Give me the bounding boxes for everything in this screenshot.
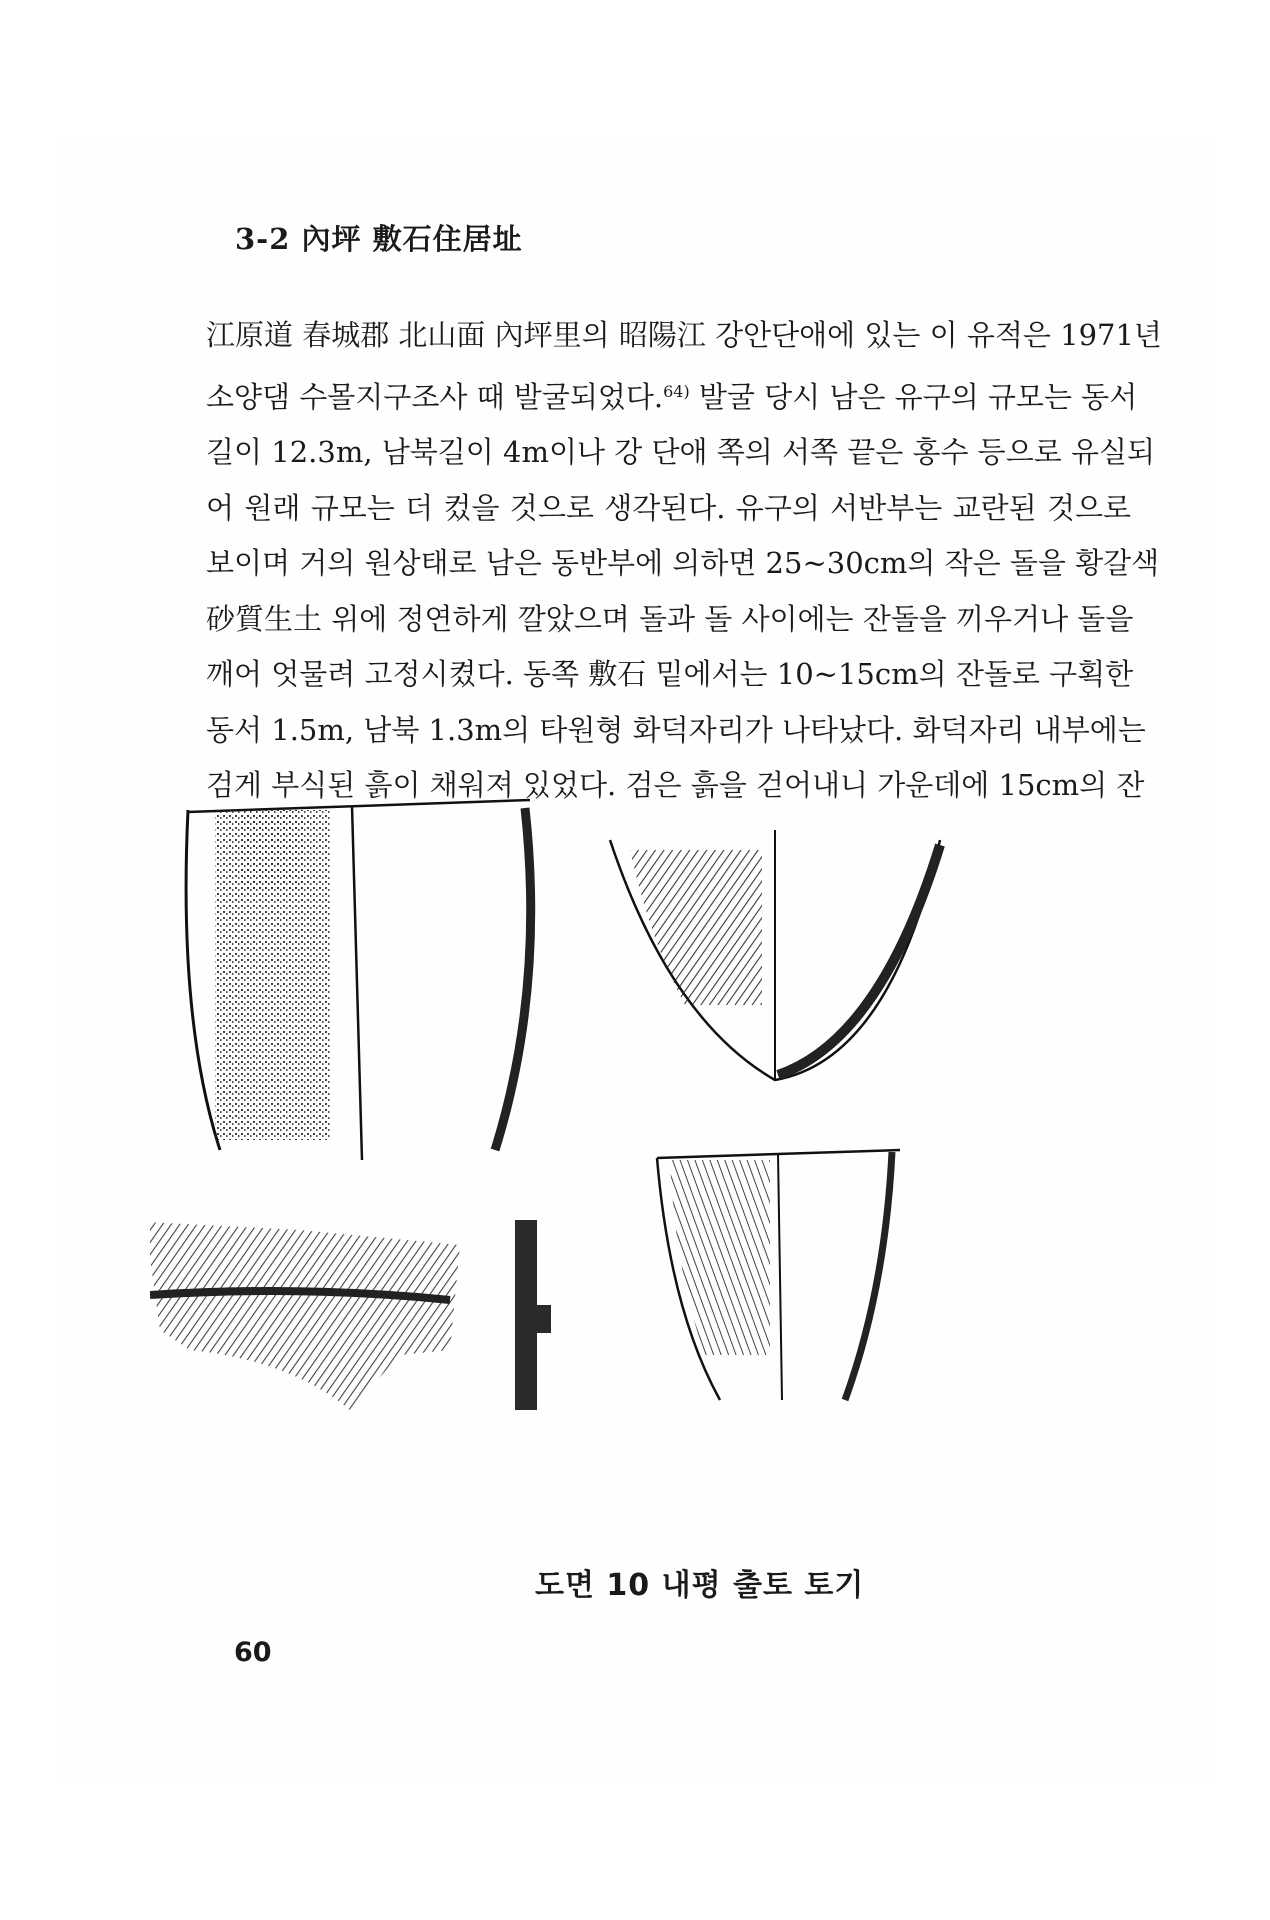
figure-caption: 도면 10 내평 출토 토기 bbox=[535, 1568, 865, 1603]
body-line: 보이며 거의 원상태로 남은 동반부에 의하면 25~30cm의 작은 돌을 황갈색 bbox=[206, 546, 1160, 580]
sherd-fragment-drawing bbox=[150, 1222, 460, 1410]
body-paragraph bbox=[206, 308, 1162, 814]
body-line: 검게 부식된 흙이 채워져 있었다. 검은 흙을 걷어내니 가운데에 15cm의 잔 bbox=[206, 768, 1145, 802]
body-line-text: 소양댐 수몰지구조사 때 발굴되었다. bbox=[206, 379, 664, 414]
footnote-ref: 64) bbox=[663, 381, 690, 401]
body-line: 江原道 春城郡 北山面 內坪里의 昭陽江 강안단애에 있는 이 유적은 1971년 bbox=[206, 318, 1162, 352]
vessel-1-drawing bbox=[186, 800, 531, 1160]
body-line: 동서 1.5m, 남북 1.3m의 타원형 화덕자리가 나타났다. 화덕자리 내부에는 bbox=[206, 712, 1146, 747]
vessel-3-drawing bbox=[657, 1150, 900, 1400]
body-line: 길이 12.3m, 남북길이 4m이나 강 단애 쪽의 서쪽 끝은 홍수 등으로 유실되 bbox=[206, 435, 1155, 469]
pottery-figure bbox=[150, 790, 1150, 1550]
body-line: 깨어 엇물려 고정시켰다. 동쪽 敷石 밑에서는 10~15cm의 잔돌로 구획한 bbox=[206, 657, 1134, 691]
pottery-drawings bbox=[150, 790, 1150, 1550]
sherd-profile-drawing bbox=[515, 1220, 551, 1410]
body-line-text: 발굴 당시 남은 유구의 규모는 동서 bbox=[698, 379, 1138, 414]
page-number: 60 bbox=[234, 1637, 272, 1668]
body-line: 어 원래 규모는 더 컸을 것으로 생각된다. 유구의 서반부는 교란된 것으로 bbox=[206, 490, 1131, 525]
body-line: 砂質生土 위에 정연하게 깔았으며 돌과 돌 사이에는 잔돌을 끼우거나 돌을 bbox=[206, 601, 1134, 636]
vessel-2-drawing bbox=[610, 830, 940, 1080]
section-title: 3-2 內坪 敷石住居址 bbox=[235, 222, 523, 256]
body-line bbox=[206, 364, 1138, 426]
